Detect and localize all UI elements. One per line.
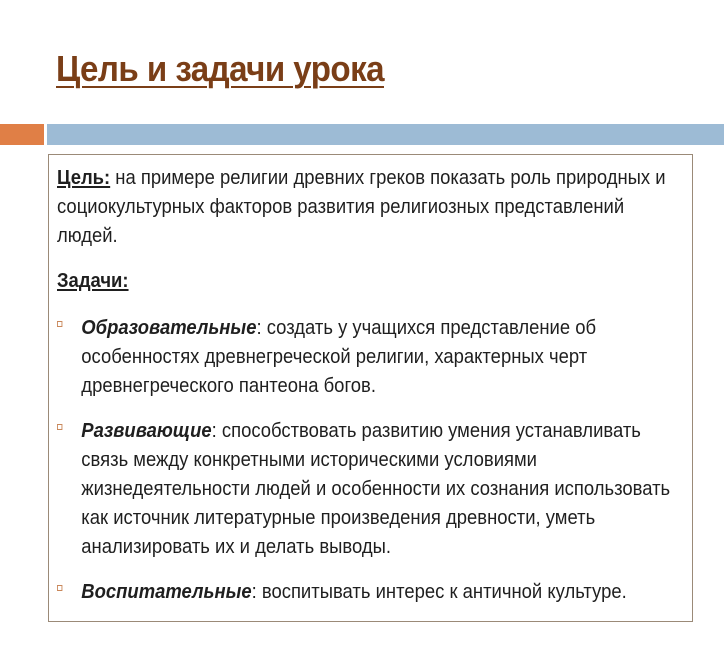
task-name: Воспитательные [81,580,252,603]
content-text [57,163,687,606]
tasks-heading: Задачи: [57,269,129,292]
content-box [48,154,693,622]
tasks-list [57,313,687,606]
goal-text: на примере религии древних греков показать роль природных и социокультурных факторов развития религиозных представлений людей. [57,166,666,247]
accent-bar [0,124,44,145]
task-name: Образовательные [81,316,257,339]
square-bullet-icon [57,424,62,430]
task-text: : способствовать развитию умения устанавливать связь между конкретными историческими условиями жизнедеятельности людей и особенности их сознания использовать как источник литературные произведения древности, уметь анализировать их и делать выводы. [81,419,671,558]
list-item [57,416,687,561]
task-text: : воспитывать интерес к античной культуре. [251,580,627,603]
goal-label: Цель: [57,166,111,189]
task-text: : создать у учащихся представление об особенностях древнегреческой религии, характерных черт древнегреческого пантеона богов. [81,316,597,397]
goal-paragraph [57,163,687,250]
list-item [57,577,687,606]
square-bullet-icon [57,321,62,327]
list-item [57,313,687,400]
square-bullet-icon [57,585,62,591]
slide-title: Цель и задачи урока [56,48,384,89]
task-name: Развивающие [81,419,212,442]
header-bar [47,124,724,145]
